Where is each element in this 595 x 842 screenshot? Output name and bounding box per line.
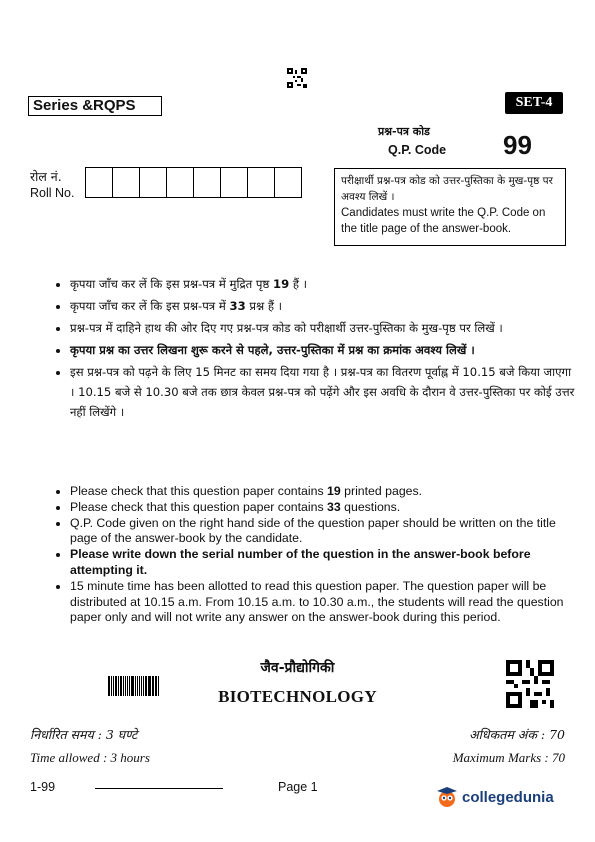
instruction-text: 15 minute time has been allotted to read this question paper. The question paper will be distributed at 10.15 a.m. From 10.15 a.m. to 10.30 a.m., the students will read the question paper only and will not write any answer on the answer-book during this period. xyxy=(70,578,564,625)
roll-number-cell[interactable] xyxy=(247,167,275,198)
instruction-item xyxy=(70,579,578,626)
instruction-item xyxy=(70,500,578,516)
instruction-text: Please check that this question paper contains xyxy=(70,499,328,514)
footer-divider xyxy=(95,788,223,789)
instruction-item xyxy=(70,547,578,579)
instruction-text: कृपया जाँच कर लें कि इस प्रश्न-पत्र में xyxy=(70,299,230,313)
page-number: Page 1 xyxy=(278,780,318,794)
instruction-item xyxy=(70,318,578,338)
qp-code-note-box xyxy=(334,168,566,246)
instruction-bold-text: Please write down the serial number of the question in the answer-book before attempting it. xyxy=(70,547,531,577)
instruction-bold-text: 19 xyxy=(273,277,290,291)
instruction-item xyxy=(70,516,578,548)
logo-text: collegedunia xyxy=(462,788,554,806)
instruction-text: Q.P. Code given on the right hand side of the question paper should be written on the title page of the answer-book by the candidate. xyxy=(70,515,556,546)
footer-code: 1-99 xyxy=(30,780,56,794)
roll-number-cell[interactable] xyxy=(85,167,113,198)
instruction-text: प्रश्न-पत्र में दाहिने हाथ की ओर दिए गए प्रश्न-पत्र कोड को परीक्षार्थी उत्तर-पुस्तिका के मुख-पृष्ठ पर लिखें । xyxy=(70,321,503,335)
roll-label: Roll No. xyxy=(30,186,75,200)
instruction-text-tail: प्रश्न हैं । xyxy=(245,299,283,313)
maximum-marks-hindi: अधिकतम अंक : 70 xyxy=(469,727,565,742)
roll-number-cell[interactable] xyxy=(112,167,140,198)
qp-code-value: 99 xyxy=(503,130,532,160)
instruction-text-tail: हैं । xyxy=(289,277,308,291)
collegedunia-logo[interactable] xyxy=(436,786,554,808)
roll-number-cell[interactable] xyxy=(274,167,302,198)
graduate-owl-icon xyxy=(436,786,458,808)
roll-number-cell[interactable] xyxy=(166,167,194,198)
instructions-hindi xyxy=(48,274,578,424)
roll-number-cell[interactable] xyxy=(220,167,248,198)
subject-title: BIOTECHNOLOGY xyxy=(218,687,377,706)
instruction-text: कृपया जाँच कर लें कि इस प्रश्न-पत्र में मुद्रित पृष्ठ xyxy=(70,277,273,291)
instruction-bold-text: 33 xyxy=(229,299,246,313)
instruction-item xyxy=(70,296,578,316)
series-label: Series &RQPS xyxy=(28,96,162,116)
note-english: Candidates must write the Q.P. Code on the title page of the answer-book. xyxy=(341,207,546,235)
instructions-english xyxy=(48,484,578,626)
roll-number-cell[interactable] xyxy=(139,167,167,198)
instruction-item xyxy=(70,274,578,294)
qr-code-icon xyxy=(287,68,307,88)
qp-code-label: Q.P. Code xyxy=(388,143,447,157)
instruction-text-tail: questions. xyxy=(340,499,401,514)
roll-number-cell[interactable] xyxy=(193,167,221,198)
instruction-text: Please check that this question paper contains xyxy=(70,484,328,498)
maximum-marks: Maximum Marks : 70 xyxy=(452,750,565,765)
instruction-bold-text: 19 xyxy=(327,484,341,498)
instruction-bold-text: कृपया प्रश्न का उत्तर लिखना शुरू करने से पहले, उत्तर-पुस्तिका में प्रश्न का क्रमांक अवश्य लिखें । xyxy=(70,343,475,357)
qr-code-icon-large xyxy=(506,660,554,708)
time-allowed-hindi: निर्धारित समय : 3 घण्टे xyxy=(30,727,138,742)
set-badge: SET-4 xyxy=(505,92,563,114)
roll-number-boxes[interactable] xyxy=(86,167,302,198)
instruction-item xyxy=(70,484,578,500)
roll-label-hindi: रोल नं. xyxy=(30,169,62,184)
time-allowed: Time allowed : 3 hours xyxy=(30,750,150,765)
instruction-bold-text: 33 xyxy=(327,499,341,514)
note-hindi: परीक्षार्थी प्रश्न-पत्र कोड को उत्तर-पुस्तिका के मुख-पृष्ठ पर अवश्य लिखें । xyxy=(341,175,553,203)
instruction-text: इस प्रश्न-पत्र को पढ़ने के लिए 15 मिनट का समय दिया गया है । प्रश्न-पत्र का वितरण पूर्वाह्न में 10.15 बजे किया जाएगा । 10.15 बजे से 10.30 बजे तक छात्र केवल प्रश्न-पत्र को पढ़ेंगे और इस अवधि के दौरान वे उत्तर-पुस्तिका पर कोई उत्तर नहीं लिखेंगे । xyxy=(70,365,575,419)
instruction-text-tail: printed pages. xyxy=(340,484,423,498)
qp-code-label-hindi: प्रश्न-पत्र कोड xyxy=(378,125,430,138)
instruction-item xyxy=(70,362,578,422)
subject-title-hindi: जैव-प्रौद्योगिकी xyxy=(260,660,335,676)
instruction-item xyxy=(70,340,578,360)
